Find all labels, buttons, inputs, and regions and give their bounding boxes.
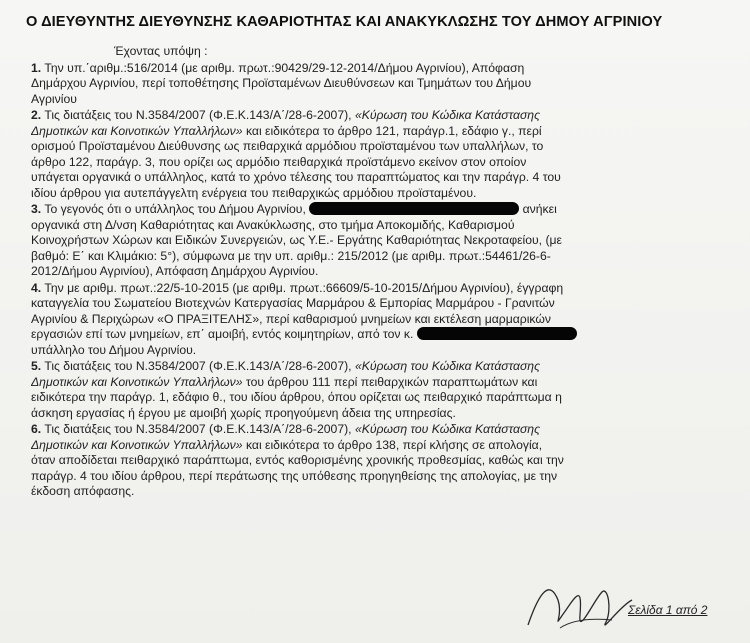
item-3-line-5: 2012/Δήμου Αγρινίου), Απόφαση Δημάρχου Αγρινίου. xyxy=(31,264,319,278)
item-2-line-4: άρθρο 122, παράγρ. 3, που ορίζει ως αρμόδιο πειθαρχικά προϊστάμενο εκείνον στον οποίον xyxy=(31,154,527,169)
item-3-line-2: οργανικά στη Δ/νση Καθαριότητας και Ανακύκλωσης, στο τμήμα Αποκομιδής, Καθαρισμού xyxy=(31,217,515,232)
item-1 xyxy=(31,61,731,108)
item-2-line-3: ορισμού Προϊσταμένου Διεύθυνσης ως πειθαρχικά αρμόδιου προϊσταμένου των υπαλλήλων, το xyxy=(31,139,544,153)
item-2-line-6: ιδίου άρθρου για αυτεπάγγελτη ενέργεια του πειθαρχικώς αρμόδιου προϊσταμένου. xyxy=(31,185,477,200)
item-2-line-2: Δημοτικών και Κοινοτικών Υπαλλήλων» και ειδικότερα το άρθρο 121, παράγρ.1, εδάφιο γ., περί xyxy=(31,123,542,138)
page-number: Σελίδα 1 από 2 xyxy=(628,603,708,617)
item-3-line-4: βαθμό: Ε΄ και Κλιμάκιο: 5°), σύμφωνα με την υπ. αριθμ.: 215/2012 (με αριθμ. πρωτ.:54461/26-6- xyxy=(31,248,551,263)
redaction-bar xyxy=(417,327,577,340)
item-5-line-1: 5. Τις διατάξεις του Ν.3584/2007 (Φ.Ε.Κ.143/Α΄/28-6-2007), «Κύρωση του Κώδικα Κατάστασης xyxy=(31,359,540,373)
item-1-line-2: Δημάρχου Αγρινίου, περί τοποθέτησης Προϊσταμένων Διευθύνσεων και Τμημάτων του Δήμου xyxy=(31,76,532,90)
item-3-line-1: 3. Το γεγονός ότι ο υπάλληλος του Δήμου Αγρινίου, ανήκει xyxy=(31,202,557,216)
item-2-line-1: 2. Τις διατάξεις του Ν.3584/2007 (Φ.Ε.Κ.143/Α΄/28-6-2007), «Κύρωση του Κώδικα Κατάστασης xyxy=(31,108,540,122)
item-6-line-1: 6. Τις διατάξεις του Ν.3584/2007 (Φ.Ε.Κ.143/Α΄/28-6-2007), «Κύρωση του Κώδικα Κατάστασης xyxy=(31,422,540,436)
item-number: 2. xyxy=(31,108,42,122)
item-4-line-1: 4. Την με αριθμ. πρωτ.:22/5-10-2015 (με αριθμ. πρωτ.:66609/5-10-2015/Δήμου Αγρινίου), έγγραφη xyxy=(31,280,564,295)
item-number: 5. xyxy=(31,359,42,373)
document-body xyxy=(31,44,731,501)
item-4-line-2: καταγγελία του Σωματείου Βιοτεχνών Κατεργασίας Μαρμάρου & Εμπορίας Μαρμάρου - Γρανιτών xyxy=(31,296,555,310)
item-5-line-4: άσκηση εργασίας ή έργου με αμοιβή χωρίς προηγούμενη άδεια της υπηρεσίας. xyxy=(31,405,456,420)
item-3 xyxy=(31,202,731,280)
item-5 xyxy=(31,359,731,421)
item-5-line-2: Δημοτικών και Κοινοτικών Υπαλλήλων» του άρθρου 111 περί πειθαρχικών παραπτωμάτων και xyxy=(31,374,538,389)
intro-text: Έχοντας υπόψη : xyxy=(114,44,208,58)
item-6-line-2: Δημοτικών και Κοινοτικών Υπαλλήλων» και ειδικότερα το άρθρο 138, περί κλήσης σε απολογία, xyxy=(31,437,543,452)
item-2 xyxy=(31,108,731,201)
item-5-line-3: ειδικότερα την παράγρ. 1, εδάφιο θ., του ιδίου άρθρου, όπου ορίζεται ως πειθαρχικό παράπτωμα η xyxy=(31,390,562,404)
item-4-line-4: εργασιών επί των μνημείων, επ΄ αμοιβή, εντός κοιμητηρίων, από τον κ. xyxy=(31,327,731,343)
item-1-line-3: Αγρινίου xyxy=(31,91,77,106)
item-2-line-5: υπάγεται οργανικά ο υπάλληλος, κατά το χρόνο τέλεσης του παραπτώματος και την παράγρ. 4 του xyxy=(31,170,561,184)
item-number: 6. xyxy=(31,422,42,436)
item-number: 3. xyxy=(31,202,42,216)
redaction-bar xyxy=(309,202,519,215)
document-title: Ο ΔΙΕΥΘΥΝΤΗΣ ΔΙΕΥΘΥΝΣΗΣ ΚΑΘΑΡΙΟΤΗΤΑΣ ΚΑΙ ΑΝΑΚΥΚΛΩΣΗΣ ΤΟΥ ΔΗΜΟΥ ΑΓΡΙΝΙΟΥ xyxy=(26,14,663,30)
item-6-line-4: παράγρ. 4 του ιδίου άρθρου, περί περάτωσης της υπόθεσης προηγηθείσης της απολογίας, με την xyxy=(31,468,558,483)
item-4-line-3: Αγρινίου & Περιχώρων «Ο ΠΡΑΞΙΤΕΛΗΣ», περί καθαρισμού μνημείων και εκτέλεση μαρμαρικών xyxy=(31,311,551,326)
item-number: 1. xyxy=(31,60,42,75)
item-4-line-5: υπάλληλο του Δήμου Αγρινίου. xyxy=(31,342,197,357)
item-3-line-3: Κοινοχρήστων Χώρων και Ειδικών Συνεργειών, ως Υ.Ε.- Εργάτης Καθαριότητας Νεκροταφείου, (με xyxy=(31,233,562,247)
item-6-line-3: όταν αποδίδεται πειθαρχικό παράπτωμα, εντός καθορισμένης χρονικής προθεσμίας, καθώς και την xyxy=(31,453,564,467)
item-6-line-5: έκδοση απόφασης. xyxy=(31,484,135,498)
item-4 xyxy=(31,281,731,359)
item-number: 4. xyxy=(31,280,42,295)
item-6 xyxy=(31,422,731,500)
handwritten-signature xyxy=(520,570,640,640)
item-1-line-1: 1. Την υπ.΄αριθμ.:516/2014 (με αριθμ. πρωτ.:90429/29-12-2014/Δήμου Αγρινίου), Απόφαση xyxy=(31,60,525,75)
